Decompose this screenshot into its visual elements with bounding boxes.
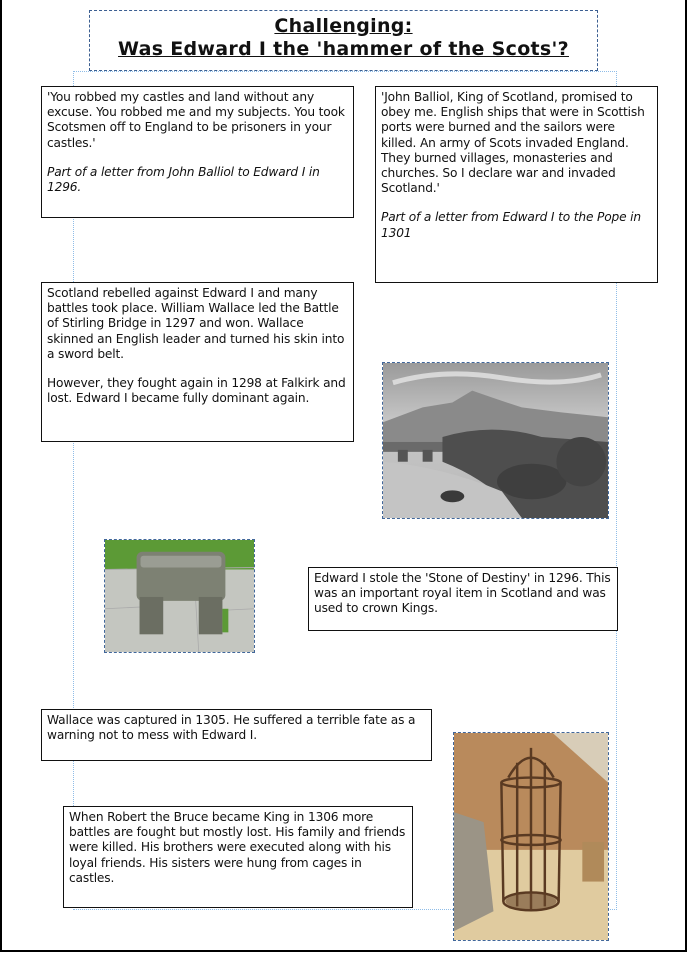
edward-letter-box <box>375 86 658 283</box>
stone-of-destiny-box <box>308 567 618 631</box>
wallace-text: Wallace was captured in 1305. He suffered a terrible fate as a warning not to mess with Edward I. <box>47 713 416 743</box>
bruce-text: When Robert the Bruce became King in 1306 more battles are fought but mostly lost. His family and friends were killed. His brothers were executed along with his loyal friends. His sisters were hung from cages in castles. <box>69 810 406 885</box>
edward-source: Part of a letter from Edward I to the Pope in 1301 <box>381 210 641 240</box>
wallace-box <box>41 709 432 761</box>
balliol-quote: 'You robbed my castles and land without any excuse. You robbed me and my subjects. You took Scotsmen off to England to be prisoners in your castles.' <box>47 90 345 150</box>
title-box <box>89 10 598 71</box>
rebellion-para-1: Scotland rebelled against Edward I and many battles took place. William Wallace led the Battle of Stirling Bridge in 1297 and won. Wallace skinned an English leader and turned his skin into a sword belt. <box>47 286 345 361</box>
stone-text: Edward I stole the 'Stone of Destiny' in 1296. This was an important royal item in Scotland and was used to crown Kings. <box>314 571 611 616</box>
battle-image <box>382 362 609 519</box>
title-line-2: Was Edward I the 'hammer of the Scots'? <box>118 38 569 60</box>
bruce-box <box>63 806 413 908</box>
rebellion-box <box>41 282 354 442</box>
balliol-source: Part of a letter from John Balliol to Edward I in 1296. <box>47 164 320 195</box>
edward-quote: 'John Balliol, King of Scotland, promised to obey me. English ships that were in Scottish ports were burned and the sailors were killed. An army of Scots invaded England. They burned villages, monasteries and churches. So I declare war and invaded Scotland.' <box>381 90 645 196</box>
rebellion-para-2: However, they fought again in 1298 at Falkirk and lost. Edward I became fully dominant again. <box>47 376 346 406</box>
balliol-letter-box <box>41 86 354 218</box>
title-line-1: Challenging: <box>274 15 413 37</box>
stone-of-destiny-image <box>104 539 255 653</box>
iron-cage-image <box>453 732 609 941</box>
